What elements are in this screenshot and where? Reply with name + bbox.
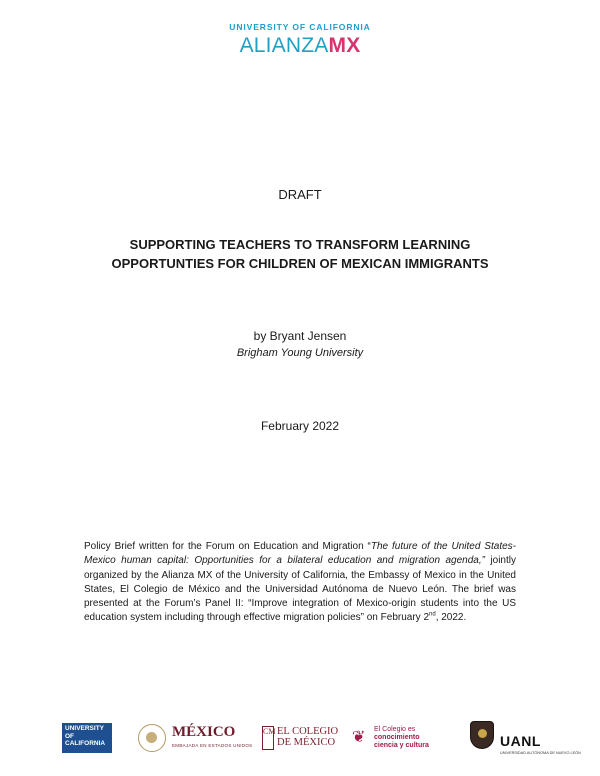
ccc-line-3-bold: ciencia y cultura bbox=[374, 742, 429, 749]
brief-part-3: , 2022. bbox=[435, 612, 467, 624]
university-of-california-heading: UNIVERSITY OF CALIFORNIA bbox=[229, 22, 371, 32]
uanl-subtitle: UNIVERSIDAD AUTÓNOMA DE NUEVO LEÓN bbox=[500, 751, 581, 755]
mexico-seal-icon bbox=[138, 724, 166, 752]
partner-logos-footer bbox=[0, 718, 600, 758]
alianza-word: ALIANZA bbox=[239, 34, 329, 57]
mexico-subtitle: EMBAJADA EN ESTADOS UNIDOS bbox=[172, 743, 253, 748]
uc-logo-line-1: UNIVERSITY bbox=[65, 725, 105, 732]
ccc-line-3 bbox=[374, 742, 429, 750]
brief-part-2: jointly organized by the Alianza MX of the University of California, the Embassy of Mexico in the United States, El Colegio de México and the Universidad Autónoma de Nuevo León. The brief was presented at the Forum’s Panel II: “Improve integration of Mexico-origin students into the US education system including through effective migration policies” on February 2 bbox=[84, 555, 516, 624]
colmex-mark-icon: CM bbox=[262, 726, 274, 750]
uanl-name: UANL bbox=[500, 733, 541, 749]
uc-logo bbox=[62, 723, 112, 753]
author-institution: Brigham Young University bbox=[236, 347, 364, 359]
author-byline: by Bryant Jensen bbox=[253, 329, 347, 343]
ccc-line-2-bold: conocimiento bbox=[374, 734, 420, 741]
brief-italic-title: The future of the United States-Mexico human capital: Opportunities for a bilateral education and migration agenda,” bbox=[84, 541, 516, 567]
document-date: February 2022 bbox=[260, 419, 340, 433]
alianza-mx-logo bbox=[0, 34, 600, 58]
knot-icon: ❦ bbox=[352, 729, 366, 746]
policy-brief-paragraph bbox=[84, 540, 516, 626]
title-line-2: OPPORTUNTIES FOR CHILDREN OF MEXICAN IMMIGRANTS bbox=[111, 256, 489, 271]
title-line-1: SUPPORTING TEACHERS TO TRANSFORM LEARNING bbox=[129, 237, 471, 252]
ccc-line-1: El Colegio es bbox=[374, 726, 416, 733]
mexico-word: MÉXICO bbox=[172, 724, 236, 740]
uc-logo-line-2: OF bbox=[65, 732, 75, 740]
colmex-line-2: DE MÉXICO bbox=[277, 737, 336, 748]
brief-ordinal-sup: nd bbox=[429, 612, 436, 619]
uanl-shield-icon bbox=[470, 721, 494, 749]
mx-word: MX bbox=[328, 34, 361, 57]
uc-logo-line-3: CALIFORNIA bbox=[65, 740, 106, 747]
brief-part-1: Policy Brief written for the Forum on Education and Migration “ bbox=[84, 541, 371, 552]
colmex-line-1: EL COLEGIO bbox=[277, 726, 339, 737]
colmex-name bbox=[277, 726, 338, 748]
draft-label: DRAFT bbox=[278, 187, 322, 202]
document-title bbox=[0, 235, 600, 273]
ccc-line-2 bbox=[374, 734, 429, 742]
ccc-text bbox=[374, 726, 429, 750]
